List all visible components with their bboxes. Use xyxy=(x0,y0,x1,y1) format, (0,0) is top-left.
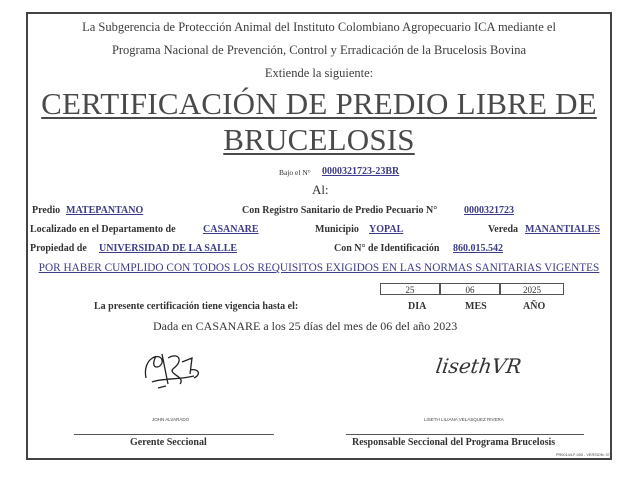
issued-statement: Dada en CASANARE a los 25 días del mes de 06 del año 2023 xyxy=(153,319,458,333)
right-signature-mark: lisethVR xyxy=(434,354,523,378)
year-label: AÑO xyxy=(523,301,546,312)
intro-line-3: Extiende la siguiente: xyxy=(264,66,374,80)
left-signer-role: Gerente Seccional xyxy=(130,437,207,448)
vigencia-year: 2025 xyxy=(500,283,564,295)
certificate-number: 0000321723-23BR xyxy=(322,166,400,177)
vigencia-day: 25 xyxy=(380,283,440,295)
intro-line-2: Programa Nacional de Prevención, Control y Erradicación de la Brucelosis Bovina xyxy=(111,43,527,57)
identificacion-label: Con N° de Identificación xyxy=(334,243,440,254)
right-signer-name: LISETH LILIANA VELASQUEZ RIVERA xyxy=(424,417,504,422)
compliance-statement: POR HABER CUMPLIDO CON TODOS LOS REQUISITOS EXIGIDOS EN LAS NORMAS SANITARIAS VIGENTES xyxy=(38,262,600,274)
propiedad-value: UNIVERSIDAD DE LA SALLE xyxy=(99,243,238,254)
predio-value: MATEPANTANO xyxy=(66,205,144,216)
bajo-label: Bajo el N° xyxy=(279,168,311,177)
certificate-title-line-1: CERTIFICACIÓN DE PREDIO LIBRE DE xyxy=(41,86,597,121)
vereda-value: MANANTIALES xyxy=(525,224,601,235)
intro-line-1: La Subgerencia de Protección Animal del Instituto Colombiano Agropecuario ICA mediante el xyxy=(82,20,556,34)
municipio-label: Municipio xyxy=(315,224,359,235)
municipio-value: YOPAL xyxy=(369,224,404,235)
predio-label: Predio xyxy=(32,205,61,216)
left-signature-mark xyxy=(138,348,208,394)
certificate-title-line-2: BRUCELOSIS xyxy=(223,122,415,157)
propiedad-label: Propiedad de xyxy=(30,243,87,254)
localizado-label: Localizado en el Departamento de xyxy=(30,224,176,235)
left-signature-line xyxy=(74,434,274,435)
right-signature-line xyxy=(346,434,584,435)
form-code: PR00144-F-000 - VERSION: 07 xyxy=(556,453,610,457)
departamento-value: CASANARE xyxy=(203,224,259,235)
left-signer-name: JOHN ALVARADO xyxy=(152,417,190,422)
month-label: MES xyxy=(465,301,487,312)
registro-label: Con Registro Sanitario de Predio Pecuario N° xyxy=(242,205,438,216)
identificacion-value: 860.015.542 xyxy=(453,243,503,254)
registro-value: 0000321723 xyxy=(464,205,514,216)
al-label: Al: xyxy=(312,182,329,197)
right-signer-role: Responsable Seccional del Programa Brucelosis xyxy=(352,437,556,448)
vereda-label: Vereda xyxy=(488,224,518,235)
vigencia-label: La presente certificación tiene vigencia hasta el: xyxy=(94,301,299,312)
day-label: DIA xyxy=(408,301,427,312)
vigencia-month: 06 xyxy=(440,283,500,295)
